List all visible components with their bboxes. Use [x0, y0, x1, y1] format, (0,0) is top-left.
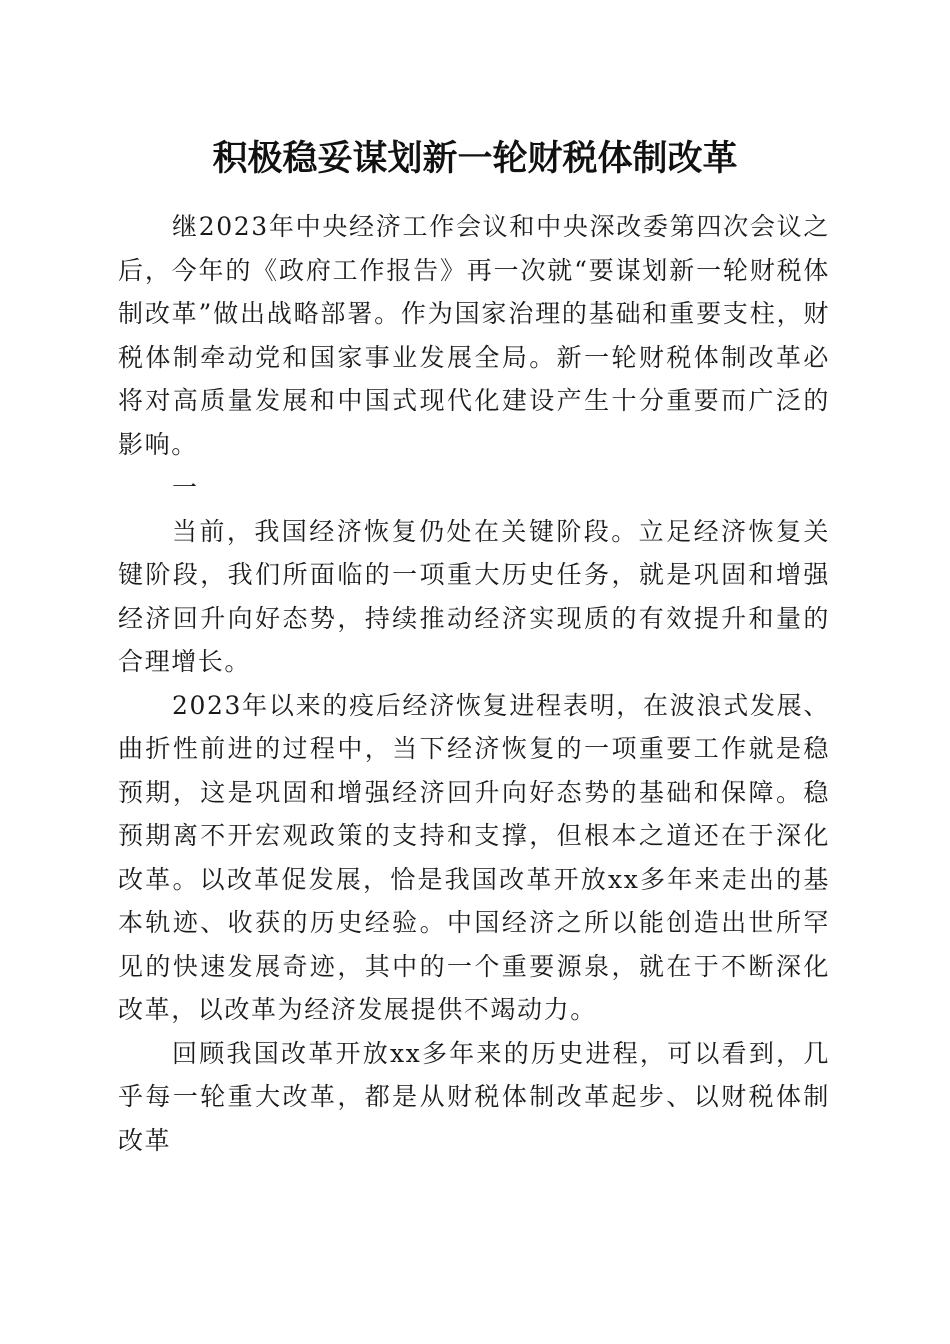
paragraph-intro: 继2023年中央经济工作会议和中央深改委第四次会议之后，今年的《政府工作报告》再一次就“要谋划新一轮财税体制改革”做出战略部署。作为国家治理的基础和重要支柱，财税体制牵动党和国家事业发展全局。新一轮财税体制改革必将对高质量发展和中国式现代化建设产生十分重要而广泛的影响。 [118, 212, 830, 459]
document-title: 积极稳妥谋划新一轮财税体制改革 [212, 138, 738, 179]
paragraph-recovery-process: 2023年以来的疫后经济恢复进程表明，在波浪式发展、曲折性前进的过程中，当下经济恢复的一项重要工作就是稳预期，这是巩固和增强经济回升向好态势的基础和保障。稳预期离不开宏观政策的支持和支撑，但根本之道还在于深化改革。以改革促发展，恰是我国改革开放xx多年来走出的基本轨迹、收获的历史经验。中国经济之所以能创造出世所罕见的快速发展奇迹，其中的一个重要源泉，就在于不断深化改革，以改革为经济发展提供不竭动力。 [118, 690, 830, 1024]
section-number: 一 [172, 473, 199, 502]
paragraph-current-stage: 当前，我国经济恢复仍处在关键阶段。立足经济恢复关键阶段，我们所面临的一项重大历史任务，就是巩固和增强经济回升向好态势，持续推动经济实现质的有效提升和量的合理增长。 [118, 516, 830, 676]
paragraph-history-review: 回顾我国改革开放xx多年来的历史进程，可以看到，几乎每一轮重大改革，都是从财税体制改革起步、以财税体制改革 [118, 1038, 830, 1155]
document-body [118, 205, 830, 1162]
